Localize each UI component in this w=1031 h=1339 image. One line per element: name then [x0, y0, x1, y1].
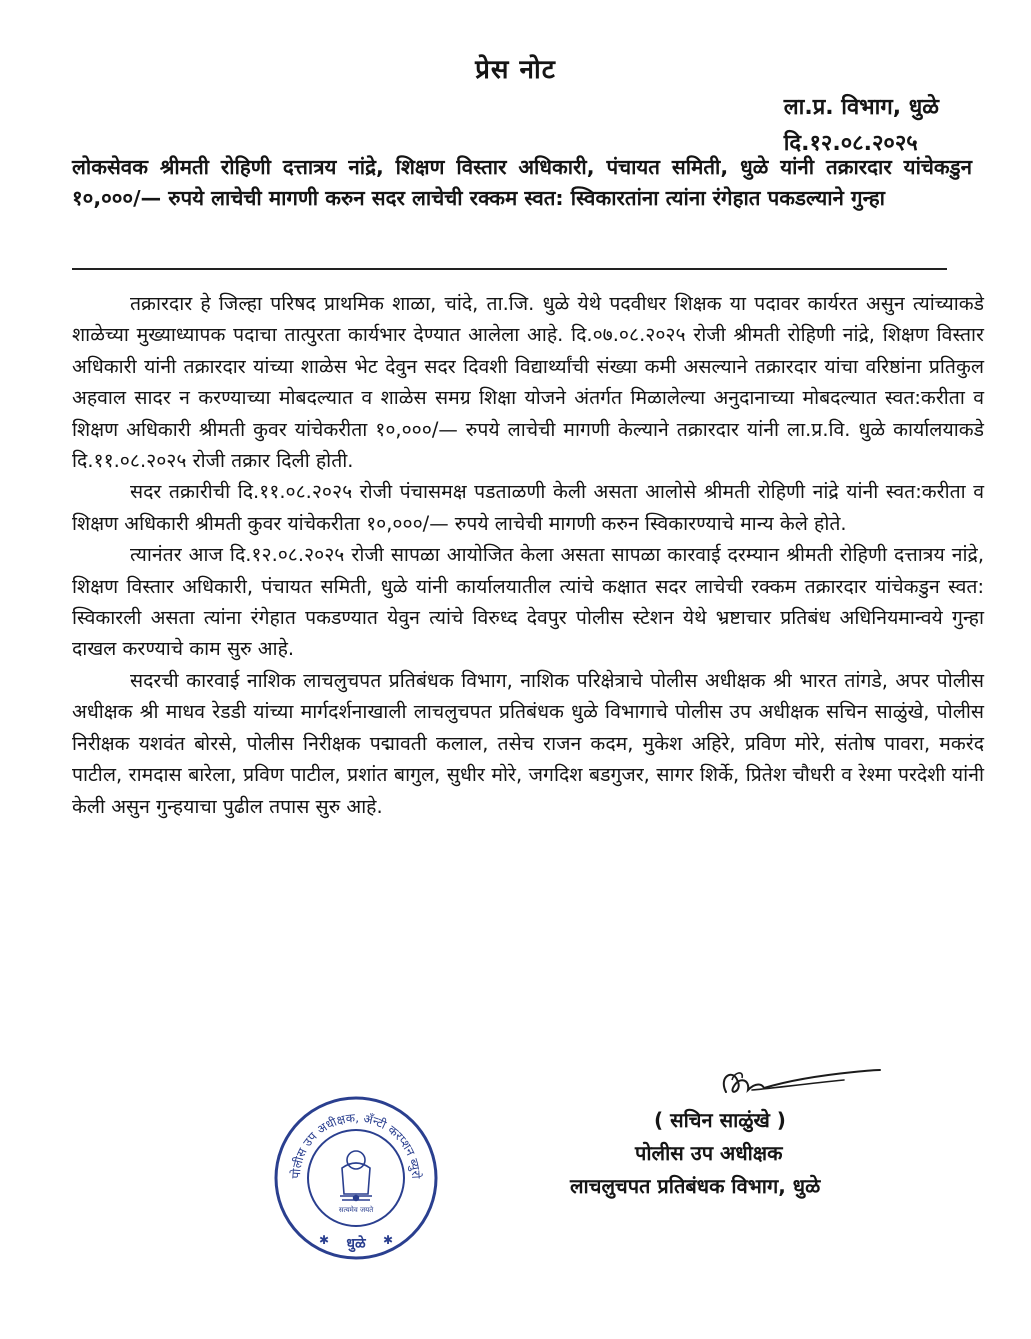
press-note-date: दि.१२.०८.२०२५	[783, 131, 918, 156]
official-seal	[272, 1094, 440, 1262]
signatory-designation: पोलीस उप अधीक्षक	[635, 1141, 783, 1165]
signatory-name: ( सचिन साळुंखे )	[654, 1108, 786, 1132]
seal-ring-text: पोलीस उप अधीक्षक, अँन्टी करप्शन ब्युरो	[288, 1110, 424, 1180]
signatory-block	[560, 1104, 980, 1203]
seal-city: धुळे	[346, 1236, 366, 1252]
body-paragraph: सदरची कारवाई नाशिक लाचलुचपत प्रतिबंधक विभाग, नाशिक परिक्षेत्राचे पोलीस अधीक्षक श्री भारत तांगडे, अपर पोलीस अधीक्षक श्री माधव रेडडी यांच्या मार्गदर्शनाखाली लाचलुचपत प्रतिबंधक धुळे विभागाचे पोलीस उप अधीक्षक सचिन साळुंखे, पोलीस निरीक्षक यशवंत बोरसे, पोलीस निरीक्षक पद्मावती कलाल, तसेच राजन कदम, मुकेश अहिरे, प्रविण मोरे, संतोष पावरा, मकरंद पाटील, रामदास बारेला, प्रविण पाटील, प्रशांत बागुल, सुधीर मोरे, जगदिश बडगुजर, सागर शिर्के, प्रितेश चौधरी व रेश्मा परदेशी यांनी केली असुन गुन्हयाचा पुढील तपास सुरु आहे.	[72, 668, 984, 818]
seal-emblem-caption: सत्यमेव जयते	[338, 1206, 374, 1214]
state-emblem-icon	[340, 1151, 372, 1200]
office-name: ला.प्र. विभाग, धुळे	[783, 95, 939, 120]
divider	[72, 268, 947, 270]
body-paragraph: सदर तक्रारीची दि.११.०८.२०२५ रोजी पंचासमक्ष पडताळणी केली असता आलोसे श्रीमती रोहिणी नांद्रे यांनी स्वत:करीता व शिक्षण अधिकारी श्रीमती कुवर यांचेकरीता १०,०००/— रुपये लाचेची मागणी करुन स्विकारण्याचे मान्य केले होते.	[72, 480, 984, 535]
seal-star-icon: ✱	[382, 1233, 394, 1247]
seal-star-icon: ✱	[318, 1233, 330, 1247]
body-paragraph: त्यानंतर आज दि.१२.०८.२०२५ रोजी सापळा आयोजित केला असता सापळा कारवाई दरम्यान श्रीमती रोहिणी दत्तात्रय नांद्रे, शिक्षण विस्तार अधिकारी, पंचायत समिती, धुळे यांनी कार्यालयातील त्यांचे कक्षात सदर लाचेची रक्कम तक्रारदार यांचेकडुन स्वत: स्विकारली असता त्यांना रंगेहात पकडण्यात येवुन त्यांचे विरुध्द देवपुर पोलीस स्टेशन येथे भ्रष्टाचार प्रतिबंध अधिनियमान्वये गुन्हा दाखल करण्याचे काम सुरु आहे.	[72, 543, 984, 661]
page-title: प्रेस नोट	[475, 55, 556, 85]
body-paragraph: तक्रारदार हे जिल्हा परिषद प्राथमिक शाळा, चांदे, ता.जि. धुळे येथे पदवीधर शिक्षक या पदावर कार्यरत असुन त्यांच्याकडे शाळेच्या मुख्याध्यापक पदाचा तात्पुरता कार्यभार देण्यात आलेला आहे. दि.०७.०८.२०२५ रोजी श्रीमती रोहिणी नांद्रे, शिक्षण विस्तार अधिकारी यांनी तक्रारदार यांच्या शाळेस भेट देवुन सदर दिवशी विद्यार्थ्यांची संख्या कमी असल्याने तक्रारदार यांचा वरिष्ठांना प्रतिकुल अहवाल सादर न करण्याच्या मोबदल्यात व शाळेस समग्र शिक्षा योजने अंतर्गत मिळालेल्या अनुदानाच्या मोबदल्यात स्वत:करीता व शिक्षण अधिकारी श्रीमती कुवर यांचेकरीता १०,०००/— रुपये लाचेची मागणी केल्याने तक्रारदार यांनी ला.प्र.वि. धुळे कार्यालयाकडे दि.११.०८.२०२५ रोजी तक्रार दिली होती.	[72, 292, 984, 473]
subject-heading: लोकसेवक श्रीमती रोहिणी दत्तात्रय नांद्रे, शिक्षण विस्तार अधिकारी, पंचायत समिती, धुळे यांनी तक्रारदार यांचेकडुन १०,०००/— रुपये लाचेची मागणी करुन सदर लाचेची रक्कम स्वत: स्विकारतांना त्यांना रंगेहात पकडल्याने गुन्हा	[72, 155, 972, 210]
signatory-department: लाचलुचपत प्रतिबंधक विभाग, धुळे	[570, 1174, 821, 1198]
handwritten-signature	[704, 1062, 884, 1108]
press-note-body	[72, 288, 984, 822]
